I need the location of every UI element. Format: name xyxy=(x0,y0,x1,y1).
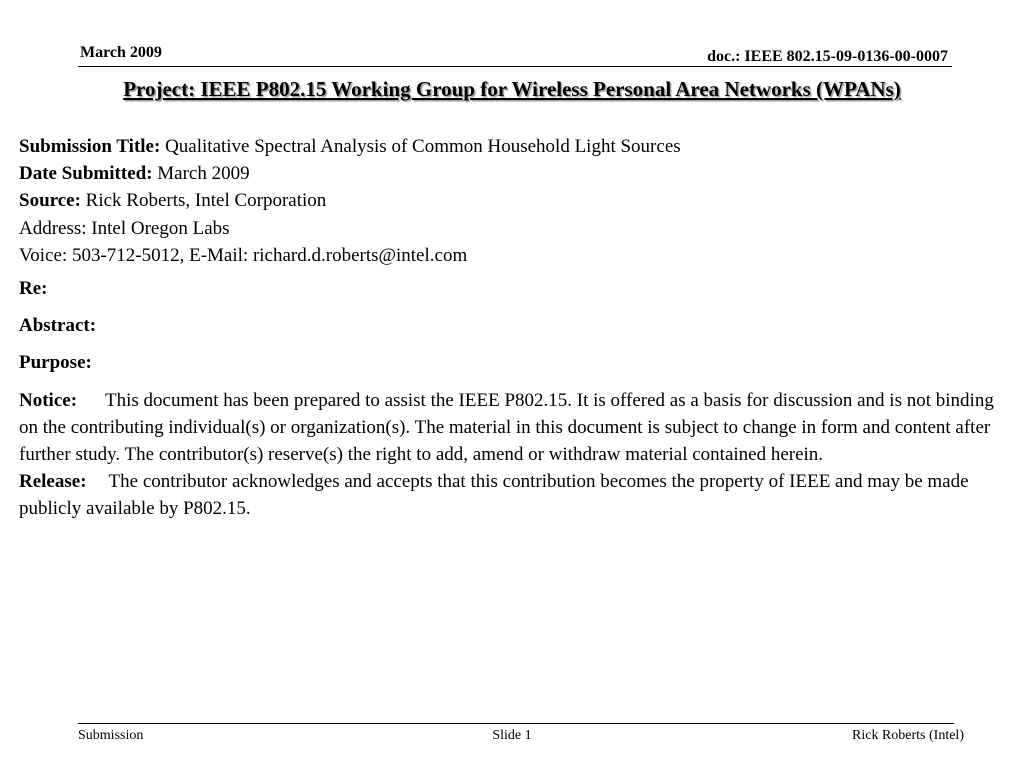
project-title: Project: IEEE P802.15 Working Group for Wireless Personal Area Networks (WPANs) xyxy=(123,77,901,101)
header-doc-id: doc.: IEEE 802.15-09-0136-00-0007 xyxy=(707,48,948,65)
purpose-label: Purpose: xyxy=(19,352,92,374)
release-text: The contributor acknowledges and accepts that this contribution becomes the property of IEEE and may be made publicly available by P802.15. xyxy=(19,471,969,520)
source-value: Rick Roberts, Intel Corporation xyxy=(85,190,327,212)
voice-line: Voice: 503-712-5012, E-Mail: richard.d.roberts@intel.com xyxy=(19,244,468,266)
submission-title-label: Submission Title: xyxy=(19,136,161,157)
source-label: Source: xyxy=(19,190,81,212)
address-line: Address: Intel Oregon Labs xyxy=(19,217,230,239)
release-label: Release: xyxy=(19,471,87,493)
footer-slide-number: Slide 1 xyxy=(492,728,532,743)
submission-title-line xyxy=(19,133,1009,160)
notice-label: Notice: xyxy=(19,389,78,411)
source-line xyxy=(19,187,1009,214)
date-submitted-value: March 2009 xyxy=(157,163,250,185)
release-paragraph xyxy=(19,468,1009,522)
date-submitted-label: Date Submitted: xyxy=(19,163,153,185)
abstract-label: Abstract: xyxy=(19,315,97,337)
header-date: March 2009 xyxy=(80,44,162,61)
header-divider xyxy=(78,66,952,67)
submission-details xyxy=(19,133,1009,523)
submission-title-value: Qualitative Spectral Analysis of Common Household Light Sources xyxy=(165,136,681,157)
notice-text: This document has been prepared to assist the IEEE P802.15. It is offered as a basis for discussion and is not binding on the contributing individual(s) or organization(s). The material in this document is subject to change in form and content after further study. The contributor(s) reserve(s) the right to add, amend or withdraw material contained herein. xyxy=(19,389,994,466)
notice-paragraph xyxy=(19,387,1009,469)
footer-divider xyxy=(78,723,954,724)
date-submitted-line xyxy=(19,160,1009,187)
footer-submission: Submission xyxy=(78,728,144,743)
footer-author: Rick Roberts (Intel) xyxy=(852,728,964,743)
re-label: Re: xyxy=(19,278,48,300)
